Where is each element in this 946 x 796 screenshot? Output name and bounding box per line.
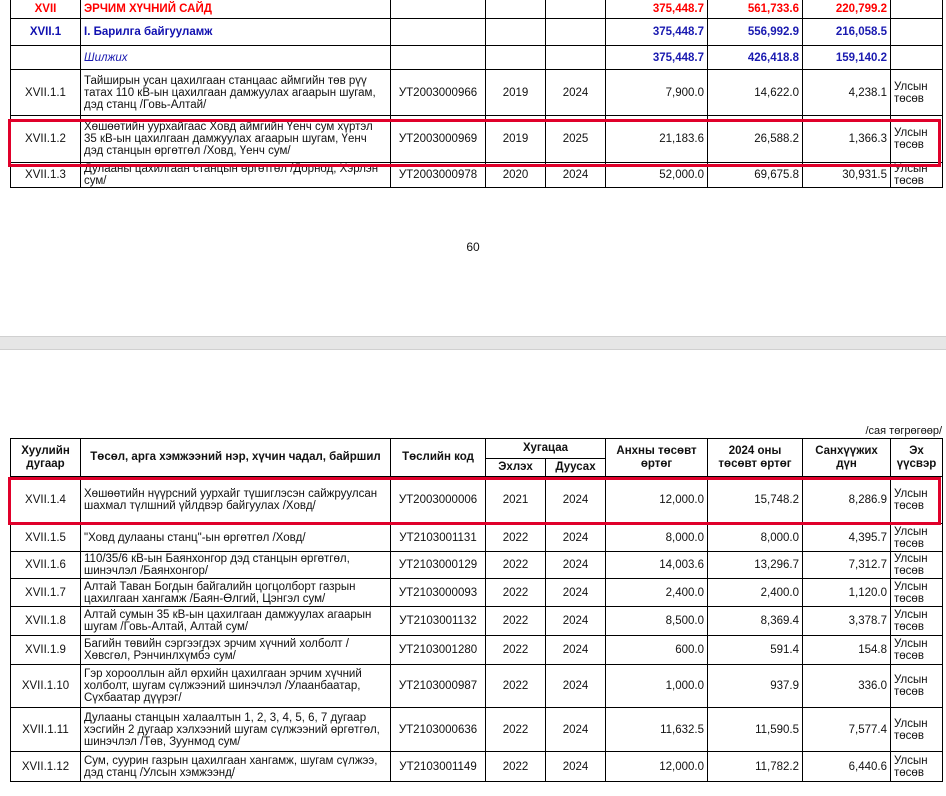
- highlight-box: [8, 119, 941, 167]
- end-year: 2024: [546, 579, 606, 607]
- funding-amount: 4,395.7: [803, 524, 891, 552]
- project-name: Алтай сумын 35 кВ-ын цахилгаан дамжуулах агаарын шугам /Говь-Алтай, Алтай сум/: [81, 607, 391, 636]
- initial-cost: 7,900.0: [606, 70, 708, 116]
- end-year: 2024: [546, 665, 606, 708]
- start-year: 2019: [486, 70, 546, 116]
- start-year: 2022: [486, 636, 546, 665]
- start-year: 2022: [486, 524, 546, 552]
- start-year: 2022: [486, 607, 546, 636]
- est-2024-cost: 26,588.2: [708, 116, 803, 163]
- initial-cost: 12,000.0: [606, 477, 708, 524]
- start-year: 2021: [486, 477, 546, 524]
- project-name: Хөшөөтийн нүүрсний уурхайг түшиглэсэн сайжруулсан шахмал түлшний үйлдвэр байгуулах /Ховд/: [81, 477, 391, 524]
- col-header-start: Эхлэх: [486, 459, 546, 477]
- col-header-source: Эх үүсвэр: [891, 439, 943, 477]
- subsection-est2024: 556,992.9: [708, 19, 803, 46]
- section-est2024: 561,733.6: [708, 0, 803, 19]
- end-year: 2024: [546, 524, 606, 552]
- funding-amount: 4,238.1: [803, 70, 891, 116]
- funding-source: Улсын төсөв: [891, 752, 943, 782]
- table-row: [11, 552, 943, 579]
- law-number: XVII.1.8: [11, 607, 81, 636]
- subsection-name: I. Барилга байгууламж: [81, 19, 391, 46]
- funding-source: Улсын төсөв: [891, 70, 943, 116]
- col-header-funding: Санхүүжих дүн: [803, 439, 891, 477]
- end-year: 2024: [546, 636, 606, 665]
- law-number: XVII.1.11: [11, 708, 81, 752]
- end-year: 2024: [546, 708, 606, 752]
- start-year: 2020: [486, 163, 546, 188]
- section-row: [11, 0, 943, 19]
- table-row: [11, 708, 943, 752]
- transfer-funding: 159,140.2: [803, 46, 891, 70]
- est-2024-cost: 937.9: [708, 665, 803, 708]
- est-2024-cost: 11,782.2: [708, 752, 803, 782]
- end-year: 2024: [546, 607, 606, 636]
- start-year: 2022: [486, 752, 546, 782]
- project-code: УТ2103001280: [391, 636, 486, 665]
- law-number: XVII.1.4: [11, 477, 81, 524]
- initial-cost: 600.0: [606, 636, 708, 665]
- transfer-est2024: 426,418.8: [708, 46, 803, 70]
- end-year: 2024: [546, 70, 606, 116]
- funding-amount: 7,577.4: [803, 708, 891, 752]
- initial-cost: 8,500.0: [606, 607, 708, 636]
- project-name: Хөшөөтийн уурхайгаас Ховд аймгийн Үенч сум хүртэл 35 кВ-ын цахилгаан дамжуулах агаарын шугам, Үенч дэд станцын өргөтгөл /Ховд, Үенч сум/: [81, 116, 391, 163]
- project-name: 110/35/6 кВ-ын Баянхонгор дэд станцын өргөтгөл, шинэчлэл /Баянхонгор/: [81, 552, 391, 579]
- funding-amount: 1,366.3: [803, 116, 891, 163]
- end-year: 2024: [546, 163, 606, 188]
- col-header-est-2024: 2024 оны төсөвт өртөг: [708, 439, 803, 477]
- funding-amount: 7,312.7: [803, 552, 891, 579]
- initial-cost: 2,400.0: [606, 579, 708, 607]
- est-2024-cost: 8,000.0: [708, 524, 803, 552]
- project-code: УТ2103000636: [391, 708, 486, 752]
- law-number: XVII.1.3: [11, 163, 81, 188]
- table-row: [11, 524, 943, 552]
- law-number: XVII.1.12: [11, 752, 81, 782]
- project-name: Гэр хорооллын айл өрхийн цахилгаан эрчим хүчний холболт, шугам сүлжээний шинэчлэл /Улаанбаатар, Сүхбаатар дүүрэг/: [81, 665, 391, 708]
- end-year: 2024: [546, 477, 606, 524]
- table-row: [11, 636, 943, 665]
- project-code: УТ2103001132: [391, 607, 486, 636]
- table-row: [11, 665, 943, 708]
- initial-cost: 14,003.6: [606, 552, 708, 579]
- funding-amount: 3,378.7: [803, 607, 891, 636]
- project-code: УТ2003000969: [391, 116, 486, 163]
- subsection-row: [11, 19, 943, 46]
- funding-amount: 336.0: [803, 665, 891, 708]
- subsection-initial: 375,448.7: [606, 19, 708, 46]
- initial-cost: 1,000.0: [606, 665, 708, 708]
- page-break: [0, 336, 946, 350]
- funding-source: Улсын төсөв: [891, 524, 943, 552]
- funding-amount: 30,931.5: [803, 163, 891, 188]
- transfer-name: Шилжих: [81, 46, 391, 70]
- project-code: УТ2003000006: [391, 477, 486, 524]
- funding-amount: 1,120.0: [803, 579, 891, 607]
- est-2024-cost: 13,296.7: [708, 552, 803, 579]
- unit-label: /сая төгрөгөөр/: [865, 425, 942, 437]
- page-number: 60: [466, 240, 480, 254]
- initial-cost: 12,000.0: [606, 752, 708, 782]
- header-row: [11, 439, 943, 459]
- project-code: УТ2103001149: [391, 752, 486, 782]
- initial-cost: 21,183.6: [606, 116, 708, 163]
- initial-cost: 52,000.0: [606, 163, 708, 188]
- project-name: "Ховд дулааны станц"-ын өргөтгөл /Ховд/: [81, 524, 391, 552]
- funding-source: Улсын төсөв: [891, 636, 943, 665]
- est-2024-cost: 2,400.0: [708, 579, 803, 607]
- project-name: Багийн төвийн сэргээгдэх эрчим хүчний холболт /Хөвсгөл, Рэнчинлхүмбэ сум/: [81, 636, 391, 665]
- table-row: [11, 752, 943, 782]
- project-code: УТ2103000093: [391, 579, 486, 607]
- project-name: Тайширын усан цахилгаан станцаас аймгийн төв рүү татах 110 кВ-ын цахилгаан дамжуулах агаарын шугам, дэд станц /Говь-Алтай/: [81, 70, 391, 116]
- highlight-box: [8, 477, 941, 525]
- est-2024-cost: 14,622.0: [708, 70, 803, 116]
- project-code: УТ2003000978: [391, 163, 486, 188]
- law-number: XVII.1.9: [11, 636, 81, 665]
- section-initial: 375,448.7: [606, 0, 708, 19]
- est-2024-cost: 11,590.5: [708, 708, 803, 752]
- project-code: УТ2103000129: [391, 552, 486, 579]
- project-name: Дулааны цахилгаан станцын өргөтгөл /Дорнод, Хэрлэн сум/: [81, 163, 391, 188]
- table-row: [11, 70, 943, 116]
- est-2024-cost: 69,675.8: [708, 163, 803, 188]
- section-funding: 220,799.2: [803, 0, 891, 19]
- start-year: 2022: [486, 579, 546, 607]
- col-header-project-name: Төсөл, арга хэмжээний нэр, хүчин чадал, байршил: [81, 439, 391, 477]
- est-2024-cost: 591.4: [708, 636, 803, 665]
- table-row: [11, 579, 943, 607]
- funding-source: Улсын төсөв: [891, 552, 943, 579]
- start-year: 2019: [486, 116, 546, 163]
- project-name: Алтай Таван Богдын байгалийн цогцолборт газрын цахилгаан хангамж /Баян-Өлгий, Цэнгэл сум/: [81, 579, 391, 607]
- col-header-period: Хугацаа: [486, 439, 606, 459]
- law-number: XVII.1.1: [11, 70, 81, 116]
- project-name: Дулааны станцын халаалтын 1, 2, 3, 4, 5, 6, 7 дугаар хэсгийн 2 дугаар хэлхээний шугам сүлжээний өргөтгөл, шинэчлэл /Төв, Зуунмод сум/: [81, 708, 391, 752]
- est-2024-cost: 15,748.2: [708, 477, 803, 524]
- end-year: 2024: [546, 752, 606, 782]
- law-number: XVII.1.7: [11, 579, 81, 607]
- subsection-id: XVII.1: [11, 19, 81, 46]
- section-name: ЭРЧИМ ХҮЧНИЙ САЙД: [81, 0, 391, 19]
- col-header-end: Дуусах: [546, 459, 606, 477]
- funding-source: Улсын төсөв: [891, 116, 943, 163]
- project-name: Сум, суурин газрын цахилгаан хангамж, шугам сүлжээ, дэд станц /Улсын хэмжээнд/: [81, 752, 391, 782]
- transfer-initial: 375,448.7: [606, 46, 708, 70]
- project-code: УТ2103001131: [391, 524, 486, 552]
- funding-amount: 154.8: [803, 636, 891, 665]
- subsection-funding: 216,058.5: [803, 19, 891, 46]
- funding-source: Улсын төсөв: [891, 477, 943, 524]
- initial-cost: 8,000.0: [606, 524, 708, 552]
- end-year: 2024: [546, 552, 606, 579]
- est-2024-cost: 8,369.4: [708, 607, 803, 636]
- start-year: 2022: [486, 708, 546, 752]
- law-number: XVII.1.6: [11, 552, 81, 579]
- start-year: 2022: [486, 665, 546, 708]
- initial-cost: 11,632.5: [606, 708, 708, 752]
- funding-source: Улсын төсөв: [891, 163, 943, 188]
- funding-source: Улсын төсөв: [891, 607, 943, 636]
- law-number: XVII.1.5: [11, 524, 81, 552]
- funding-source: Улсын төсөв: [891, 579, 943, 607]
- project-code: УТ2003000966: [391, 70, 486, 116]
- col-header-project-code: Төслийн код: [391, 439, 486, 477]
- transfer-row: [11, 46, 943, 70]
- law-number: XVII.1.10: [11, 665, 81, 708]
- col-header-law-number: Хуулийн дугаар: [11, 439, 81, 477]
- table-row: [11, 607, 943, 636]
- end-year: 2025: [546, 116, 606, 163]
- start-year: 2022: [486, 552, 546, 579]
- project-code: УТ2103000987: [391, 665, 486, 708]
- funding-source: Улсын төсөв: [891, 665, 943, 708]
- funding-source: Улсын төсөв: [891, 708, 943, 752]
- section-id: XVII: [11, 0, 81, 19]
- funding-amount: 8,286.9: [803, 477, 891, 524]
- funding-amount: 6,440.6: [803, 752, 891, 782]
- law-number: XVII.1.2: [11, 116, 81, 163]
- col-header-initial-cost: Анхны төсөвт өртөг: [606, 439, 708, 477]
